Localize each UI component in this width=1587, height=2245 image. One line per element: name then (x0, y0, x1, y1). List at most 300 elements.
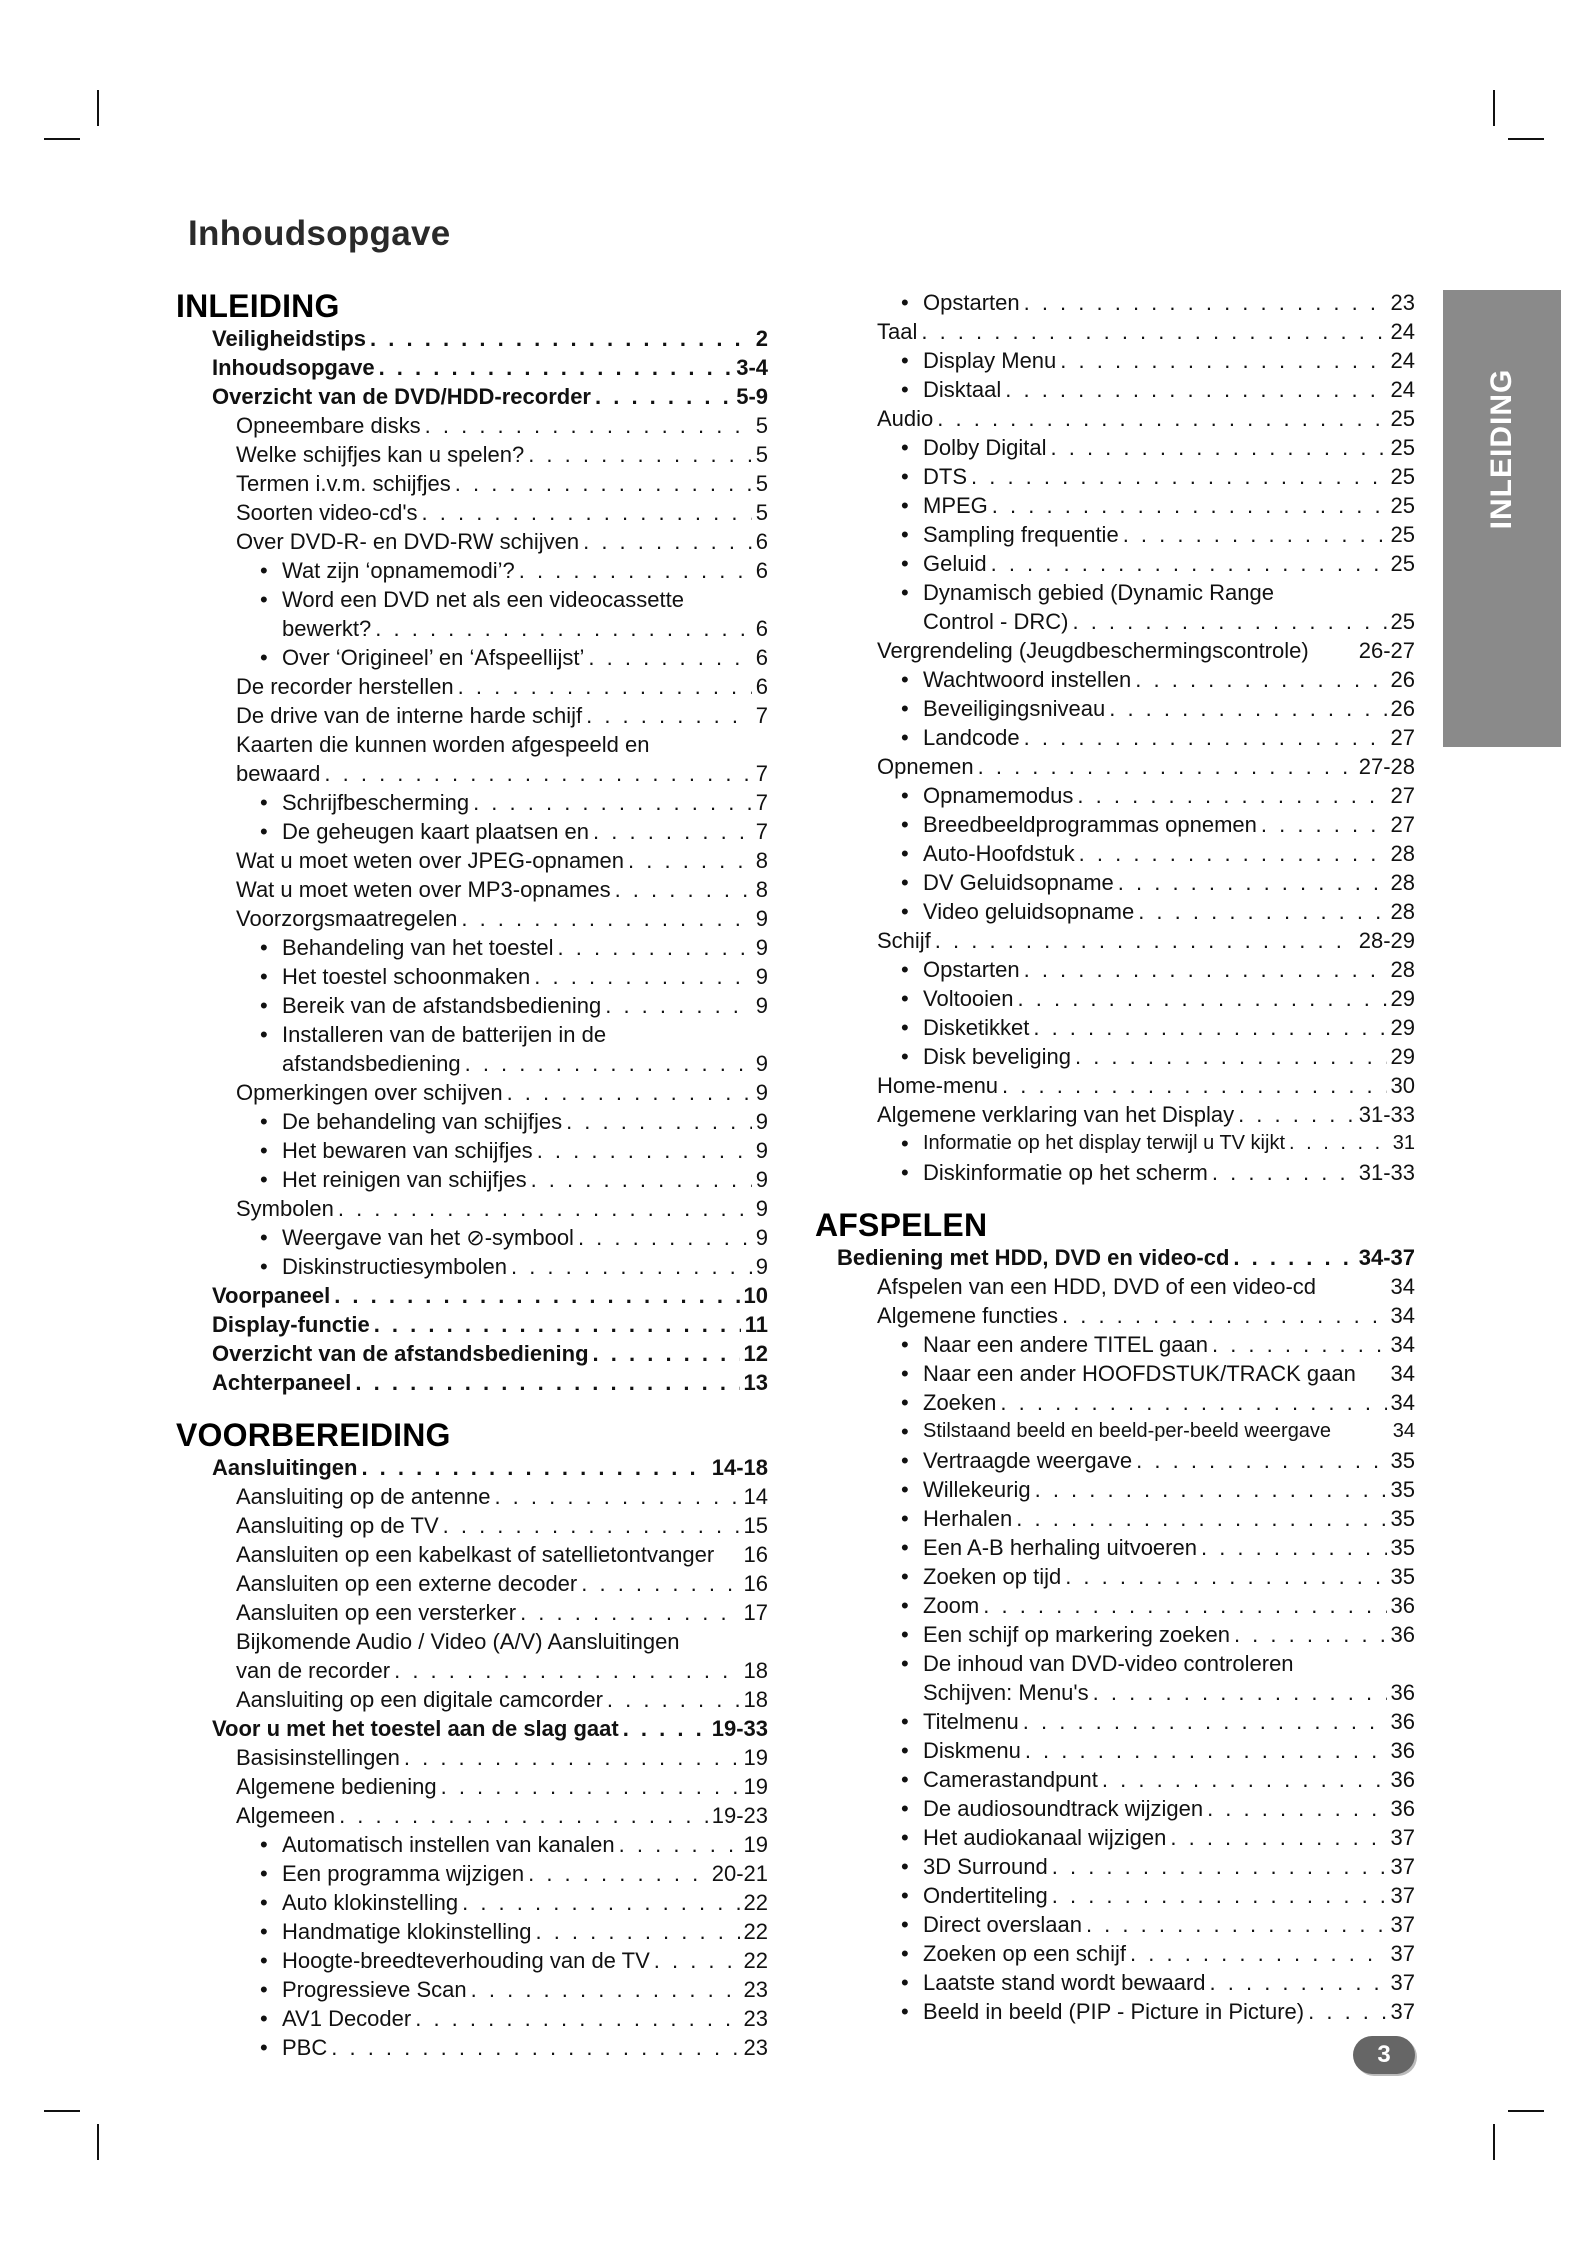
toc-entry-title: Beveiligingsniveau (923, 696, 1106, 721)
toc-entry-title: Voorpaneel (212, 1283, 331, 1308)
toc-entry-title: Word een DVD net als een videocassette (282, 587, 684, 612)
toc-bullet-entry[interactable] (815, 984, 1415, 1013)
toc-entry-row (212, 353, 768, 382)
toc-bullet-entry[interactable] (815, 781, 1415, 810)
dot-leader (937, 404, 1386, 433)
toc-bullet-entry[interactable] (172, 556, 768, 585)
toc-entry[interactable] (172, 411, 768, 440)
dot-leader (473, 788, 752, 817)
toc-entry-row (282, 556, 768, 585)
dot-leader (537, 1136, 752, 1165)
bullet-icon: • (260, 1919, 268, 1944)
toc-entry-row (923, 1910, 1415, 1939)
toc-bullet-entry[interactable] (815, 520, 1415, 549)
side-tab-label: INLEIDING (1485, 368, 1518, 529)
toc-entry[interactable] (172, 527, 768, 556)
toc-page-number: 23 (743, 2006, 768, 2031)
toc-entry[interactable] (815, 1301, 1415, 1330)
dot-leader (978, 752, 1355, 781)
toc-bullet-entry[interactable] (815, 1823, 1415, 1852)
dot-leader (370, 324, 752, 353)
toc-entry-row (282, 1049, 768, 1078)
toc-bullet-entry[interactable] (815, 1562, 1415, 1591)
dot-leader (566, 1107, 752, 1136)
toc-bullet-entry[interactable] (815, 1388, 1415, 1417)
toc-bullet-entry[interactable] (172, 585, 768, 614)
toc-entry-title: bewaard (236, 761, 321, 786)
toc-entry-title: Aansluiten op een versterker (236, 1600, 517, 1625)
bullet-icon: • (260, 935, 268, 960)
toc-entry-row (923, 520, 1415, 549)
dot-leader (338, 1194, 752, 1223)
toc-entry-row (212, 382, 768, 411)
section-side-tab (1443, 290, 1561, 747)
toc-page-number: 29 (1390, 1015, 1415, 1040)
toc-page-number: 28 (1390, 899, 1415, 924)
toc-bullet-entry[interactable] (172, 1975, 768, 2004)
toc-bullet-entry[interactable] (815, 723, 1415, 752)
toc-bullet-entry[interactable] (815, 1939, 1415, 1968)
toc-entry-row (923, 375, 1415, 404)
toc-section-entry[interactable] (815, 1243, 1415, 1272)
toc-entry-title: Opnemen (877, 754, 974, 779)
toc-entry[interactable] (172, 1801, 768, 1830)
toc-bullet-entry[interactable] (172, 1165, 768, 1194)
toc-entry-continuation[interactable] (172, 614, 768, 643)
toc-page-number: 6 (755, 529, 768, 554)
toc-entry[interactable] (172, 1656, 768, 1685)
toc-entry-row (877, 636, 1415, 665)
toc-entry[interactable] (815, 317, 1415, 346)
toc-bullet-entry[interactable] (815, 1504, 1415, 1533)
toc-entry-title: De inhoud van DVD-video controleren (923, 1651, 1294, 1676)
toc-entry-title: Opstarten (923, 957, 1020, 982)
toc-bullet-entry[interactable] (815, 1446, 1415, 1475)
toc-entry[interactable] (815, 404, 1415, 433)
toc-bullet-entry[interactable] (172, 962, 768, 991)
toc-bullet-entry[interactable] (815, 1997, 1415, 2026)
bullet-icon: • (901, 1390, 909, 1415)
toc-bullet-entry[interactable] (815, 1968, 1415, 1997)
toc-entry[interactable] (172, 1540, 768, 1569)
toc-bullet-entry[interactable] (815, 1359, 1415, 1388)
toc-page-number: 9 (755, 1051, 768, 1076)
toc-entry[interactable] (172, 759, 768, 788)
dot-leader (1233, 1243, 1354, 1272)
toc-entry-row (877, 1071, 1415, 1100)
toc-entry-row (236, 875, 768, 904)
toc-page-number: 37 (1390, 1854, 1415, 1879)
toc-page-number: 2 (755, 326, 768, 351)
toc-page-number: 19 (743, 1745, 768, 1770)
toc-entry-title: Aansluiting op de TV (236, 1513, 439, 1538)
bullet-icon: • (260, 993, 268, 1018)
toc-page-number: 14 (743, 1484, 768, 1509)
toc-entry[interactable] (172, 469, 768, 498)
toc-entry[interactable] (172, 730, 768, 759)
dot-leader (1136, 1446, 1386, 1475)
toc-entry[interactable] (172, 875, 768, 904)
toc-entry-row (282, 1946, 768, 1975)
toc-bullet-entry[interactable] (815, 1765, 1415, 1794)
toc-entry[interactable] (172, 1743, 768, 1772)
toc-entry-title: Display Menu (923, 348, 1057, 373)
bullet-icon: • (901, 1044, 909, 1069)
toc-entry-title: Disk beveliging (923, 1044, 1071, 1069)
dot-leader (422, 498, 752, 527)
toc-bullet-entry[interactable] (815, 346, 1415, 375)
toc-entry-title: Behandeling van het toestel (282, 935, 554, 960)
toc-entry-row (923, 491, 1415, 520)
toc-entry-title: PBC (282, 2035, 328, 2060)
toc-page-number: 9 (755, 1080, 768, 1105)
toc-entry-row (923, 665, 1415, 694)
toc-entry-title: Installeren van de batterijen in de (282, 1022, 607, 1047)
toc-bullet-entry[interactable] (815, 1881, 1415, 1910)
toc-entry-row (923, 1042, 1415, 1071)
dot-leader (1077, 781, 1386, 810)
toc-entry[interactable] (815, 1100, 1415, 1129)
toc-bullet-entry[interactable] (172, 933, 768, 962)
toc-page-number: 10 (743, 1283, 768, 1308)
toc-entry-title: Laatste stand wordt bewaard (923, 1970, 1206, 1995)
toc-section-entry[interactable] (172, 324, 768, 353)
toc-bullet-entry[interactable] (815, 433, 1415, 462)
toc-entry-row (923, 723, 1415, 752)
dot-leader (607, 1685, 740, 1714)
toc-bullet-entry[interactable] (815, 1158, 1415, 1187)
toc-bullet-entry[interactable] (815, 1620, 1415, 1649)
toc-entry-row (923, 1736, 1415, 1765)
toc-page-number: 37 (1390, 1970, 1415, 1995)
toc-entry-row (923, 955, 1415, 984)
toc-entry[interactable] (172, 1598, 768, 1627)
toc-page-number: 22 (743, 1919, 768, 1944)
toc-entry[interactable] (172, 1482, 768, 1511)
dot-leader (1024, 955, 1387, 984)
toc-entry-title: Sampling frequentie (923, 522, 1119, 547)
dot-leader (983, 1591, 1386, 1620)
toc-entry-row (282, 933, 768, 962)
bullet-icon: • (901, 725, 909, 750)
dot-leader (394, 1656, 739, 1685)
toc-entry-row (923, 346, 1415, 375)
toc-entry-row (282, 1223, 768, 1252)
toc-bullet-entry[interactable] (815, 491, 1415, 520)
toc-section-entry[interactable] (172, 1714, 768, 1743)
toc-bullet-entry[interactable] (172, 643, 768, 672)
toc-bullet-entry[interactable] (172, 2033, 768, 2062)
toc-entry-title: Inhoudsopgave (212, 355, 375, 380)
toc-bullet-entry[interactable] (815, 1475, 1415, 1504)
toc-entry-row (923, 868, 1415, 897)
toc-bullet-entry[interactable] (815, 462, 1415, 491)
toc-bullet-entry[interactable] (172, 817, 768, 846)
toc-entry-title: Termen i.v.m. schijfjes (236, 471, 451, 496)
toc-bullet-entry[interactable] (815, 955, 1415, 984)
toc-bullet-entry[interactable] (815, 1649, 1415, 1678)
bullet-icon: • (260, 1109, 268, 1134)
toc-entry-row (282, 2033, 768, 2062)
toc-bullet-entry[interactable] (815, 665, 1415, 694)
dot-leader (425, 411, 752, 440)
toc-page-number: 34 (1390, 1274, 1415, 1299)
toc-entry[interactable] (172, 701, 768, 730)
toc-bullet-entry[interactable] (172, 991, 768, 1020)
toc-entry-row (923, 1591, 1415, 1620)
toc-page-number: 25 (1390, 551, 1415, 576)
toc-entry[interactable] (815, 926, 1415, 955)
toc-bullet-entry[interactable] (172, 1020, 768, 1049)
bullet-icon: • (901, 1941, 909, 1966)
dot-leader (507, 1078, 752, 1107)
toc-entry-row (282, 817, 768, 846)
toc-page-number: 23 (743, 1977, 768, 2002)
bullet-icon: • (260, 1254, 268, 1279)
toc-entry-title: bewerkt? (282, 616, 372, 641)
toc-entry-title: MPEG (923, 493, 988, 518)
dot-leader (1212, 1158, 1355, 1187)
toc-entry-row (923, 897, 1415, 926)
toc-entry[interactable] (172, 672, 768, 701)
bullet-icon: • (901, 1883, 909, 1908)
toc-entry-title: Informatie op het display terwijl u TV kijkt (923, 1132, 1286, 1154)
toc-entry-row (236, 1801, 768, 1830)
toc-bullet-entry[interactable] (815, 1013, 1415, 1042)
dot-leader (1207, 1794, 1386, 1823)
toc-bullet-entry[interactable] (815, 839, 1415, 868)
toc-bullet-entry[interactable] (815, 694, 1415, 723)
toc-entry-title: Diskmenu (923, 1738, 1021, 1763)
toc-entry-title: Aansluiting op een digitale camcorder (236, 1687, 603, 1712)
toc-page-number: 15 (743, 1513, 768, 1538)
bullet-icon: • (901, 1970, 909, 1995)
dot-leader (520, 1598, 739, 1627)
toc-page-number: 7 (755, 819, 768, 844)
toc-entry-title: Diskinstructiesymbolen (282, 1254, 507, 1279)
dot-leader (593, 817, 752, 846)
toc-entry-title: Basisinstellingen (236, 1745, 400, 1770)
dot-leader (1016, 1504, 1386, 1533)
toc-entry-title: Opnamemodus (923, 783, 1074, 808)
toc-entry[interactable] (172, 1078, 768, 1107)
bullet-icon: • (260, 1225, 268, 1250)
toc-bullet-entry[interactable] (172, 1107, 768, 1136)
toc-entry-title: De recorder herstellen (236, 674, 454, 699)
toc-entry-continuation[interactable] (815, 1678, 1415, 1707)
toc-entry-row (923, 1707, 1415, 1736)
toc-bullet-entry[interactable] (172, 1252, 768, 1281)
toc-page-number: 27 (1390, 783, 1415, 808)
bullet-icon: • (901, 1448, 909, 1473)
toc-section-entry[interactable] (172, 1368, 768, 1397)
toc-page-number: 16 (743, 1542, 768, 1567)
toc-section-entry[interactable] (172, 1310, 768, 1339)
toc-entry-row (236, 1685, 768, 1714)
toc-bullet-entry[interactable] (815, 1417, 1415, 1446)
toc-entry-row (923, 1417, 1415, 1446)
toc-entry-row (923, 607, 1415, 636)
dot-leader (1130, 1939, 1386, 1968)
toc-entry-row (236, 701, 768, 730)
dot-leader (1018, 984, 1387, 1013)
dot-leader (1024, 288, 1387, 317)
bullet-icon: • (260, 1167, 268, 1192)
toc-section-entry[interactable] (172, 1453, 768, 1482)
bullet-icon: • (901, 464, 909, 489)
toc-entry[interactable] (172, 1685, 768, 1714)
bullet-icon: • (260, 2006, 268, 2031)
toc-entry[interactable] (172, 1627, 768, 1656)
toc-section-entry[interactable] (172, 353, 768, 382)
toc-page-number: 12 (743, 1341, 768, 1366)
toc-entry[interactable] (172, 1194, 768, 1223)
toc-entry-title: Dynamisch gebied (Dynamic Range (923, 580, 1274, 605)
toc-entry-row (923, 288, 1415, 317)
toc-bullet-entry[interactable] (172, 1917, 768, 1946)
toc-entry[interactable] (172, 1569, 768, 1598)
toc-page-number: 9 (755, 964, 768, 989)
toc-bullet-entry[interactable] (815, 375, 1415, 404)
dot-leader (1025, 1736, 1387, 1765)
toc-bullet-entry[interactable] (815, 288, 1415, 317)
toc-page-number: 7 (755, 703, 768, 728)
toc-entry-row (282, 1107, 768, 1136)
page-title: Inhoudsopgave (188, 214, 451, 253)
toc-entry[interactable] (815, 1272, 1415, 1301)
toc-bullet-entry[interactable] (815, 578, 1415, 607)
toc-bullet-entry[interactable] (815, 868, 1415, 897)
toc-entry-row (212, 1714, 768, 1743)
toc-page-number: 36 (1390, 1593, 1415, 1618)
toc-entry-row (923, 781, 1415, 810)
toc-entry-title: Welke schijfjes kan u spelen? (236, 442, 525, 467)
toc-entry-row (923, 1446, 1415, 1475)
toc-right-column (815, 288, 1415, 2026)
toc-entry[interactable] (172, 1511, 768, 1540)
toc-entry[interactable] (815, 752, 1415, 781)
dot-leader (615, 875, 752, 904)
toc-bullet-entry[interactable] (815, 1794, 1415, 1823)
toc-entry-title: Stilstaand beeld en beeld-per-beeld weergave (923, 1420, 1332, 1442)
toc-entry[interactable] (172, 498, 768, 527)
bullet-icon: • (901, 580, 909, 605)
toc-entry[interactable] (172, 904, 768, 933)
dot-leader (374, 1310, 741, 1339)
toc-bullet-entry[interactable] (815, 1707, 1415, 1736)
toc-bullet-entry[interactable] (172, 1223, 768, 1252)
toc-entry-row (923, 1129, 1415, 1158)
toc-entry-row (923, 1620, 1415, 1649)
toc-entry-row (923, 462, 1415, 491)
toc-bullet-entry[interactable] (815, 1330, 1415, 1359)
toc-bullet-entry[interactable] (815, 1736, 1415, 1765)
toc-entry-title: Hoogte-breedteverhouding van de TV (282, 1948, 650, 1973)
toc-section-entry[interactable] (172, 1281, 768, 1310)
toc-bullet-entry[interactable] (815, 1129, 1415, 1158)
toc-page-number: 11 (744, 1312, 768, 1337)
toc-bullet-entry[interactable] (172, 1136, 768, 1165)
dot-leader (1135, 665, 1386, 694)
toc-bullet-entry[interactable] (815, 1533, 1415, 1562)
dot-leader (1289, 1129, 1389, 1158)
toc-section-entry[interactable] (172, 1339, 768, 1368)
toc-entry-row (282, 962, 768, 991)
toc-entry[interactable] (172, 1772, 768, 1801)
toc-bullet-entry[interactable] (172, 1888, 768, 1917)
toc-bullet-entry[interactable] (172, 1946, 768, 1975)
toc-entry-continuation[interactable] (815, 607, 1415, 636)
dot-leader (441, 1772, 740, 1801)
toc-entry[interactable] (815, 636, 1415, 665)
toc-bullet-entry[interactable] (815, 1852, 1415, 1881)
toc-entry-title: Dolby Digital (923, 435, 1047, 460)
dot-leader (586, 701, 752, 730)
dot-leader (991, 549, 1387, 578)
dot-leader (339, 1801, 708, 1830)
dot-leader (588, 643, 751, 672)
toc-entry-title: Overzicht van de afstandsbediening (212, 1341, 589, 1366)
bullet-icon: • (901, 1825, 909, 1850)
dot-leader (455, 469, 752, 498)
toc-entry-row (236, 469, 768, 498)
dot-leader (1210, 1968, 1387, 1997)
toc-entry-title: Voltooien (923, 986, 1014, 1011)
toc-page-number: 37 (1390, 1941, 1415, 1966)
toc-bullet-entry[interactable] (172, 788, 768, 817)
toc-bullet-entry[interactable] (815, 1591, 1415, 1620)
toc-entry[interactable] (815, 1071, 1415, 1100)
toc-entry-continuation[interactable] (172, 1049, 768, 1078)
toc-entry-title: Opneembare disks (236, 413, 421, 438)
toc-bullet-entry[interactable] (815, 1910, 1415, 1939)
toc-bullet-entry[interactable] (815, 897, 1415, 926)
toc-page-number: 31 (1392, 1132, 1415, 1154)
toc-bullet-entry[interactable] (172, 1830, 768, 1859)
toc-entry-row (877, 317, 1415, 346)
toc-page-number: 35 (1390, 1477, 1415, 1502)
dot-leader (1035, 1475, 1387, 1504)
dot-leader (443, 1511, 740, 1540)
toc-bullet-entry[interactable] (172, 2004, 768, 2033)
toc-bullet-entry[interactable] (815, 1042, 1415, 1071)
toc-entry-title: Auto klokinstelling (282, 1890, 459, 1915)
toc-entry-row (212, 1453, 768, 1482)
toc-entry-title: Direct overslaan (923, 1912, 1082, 1937)
toc-page-number: 29 (1390, 986, 1415, 1011)
toc-page-number: 37 (1390, 1883, 1415, 1908)
dot-leader (1005, 375, 1386, 404)
toc-bullet-entry[interactable] (172, 1859, 768, 1888)
bullet-icon: • (901, 1419, 909, 1444)
toc-bullet-entry[interactable] (815, 549, 1415, 578)
toc-section-entry[interactable] (172, 382, 768, 411)
bullet-icon: • (260, 1861, 268, 1886)
toc-entry-row (282, 1917, 768, 1946)
bullet-icon: • (901, 812, 909, 837)
toc-entry[interactable] (172, 846, 768, 875)
toc-entry-row (236, 498, 768, 527)
toc-bullet-entry[interactable] (815, 810, 1415, 839)
toc-entry-title: Herhalen (923, 1506, 1013, 1531)
toc-entry[interactable] (172, 440, 768, 469)
bullet-icon: • (901, 290, 909, 315)
bullet-icon: • (260, 1977, 268, 2002)
toc-page-number: 25 (1390, 522, 1415, 547)
bullet-icon: • (901, 1854, 909, 1879)
toc-entry-row (923, 1013, 1415, 1042)
toc-entry-row (923, 433, 1415, 462)
